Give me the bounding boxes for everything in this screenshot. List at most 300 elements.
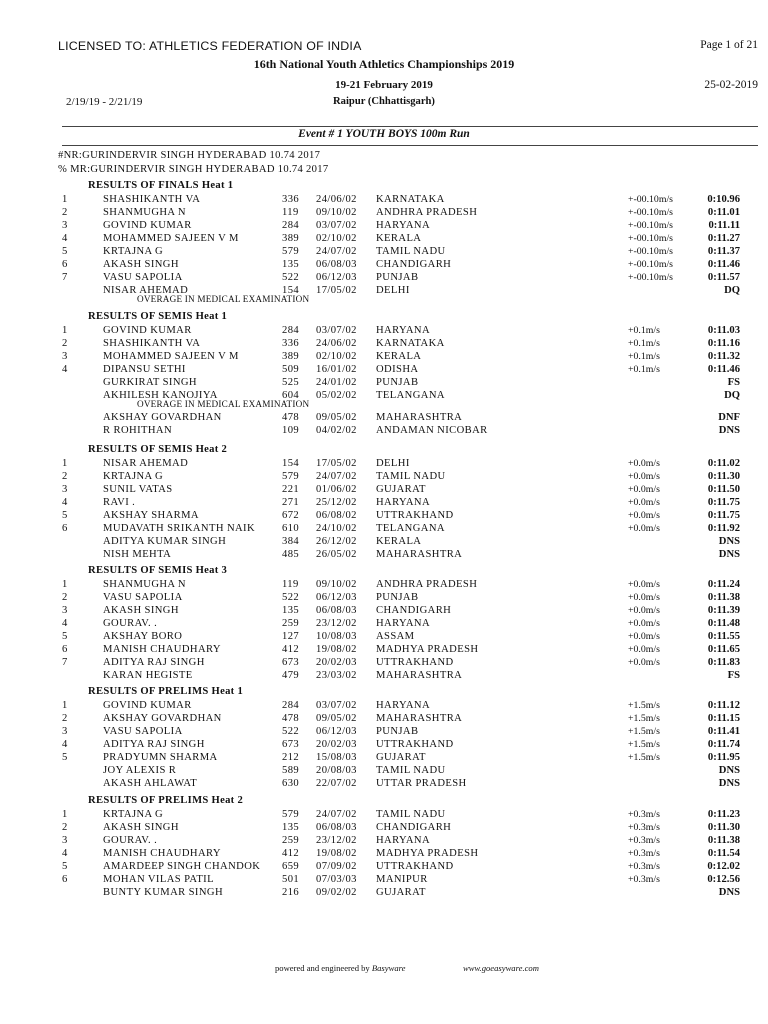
result-pos: 5 [62,245,68,257]
result-time: 0:12.56 [707,873,740,885]
result-row [0,509,768,522]
result-dob: 06/12/03 [316,591,357,603]
result-state: KERALA [376,350,422,362]
result-name: PRADYUMN SHARMA [103,751,218,763]
page-number: Page 1 of 21 [700,39,758,51]
result-pos: 2 [62,337,68,349]
result-bib: 271 [282,496,300,508]
result-name: VASU SAPOLIA [103,591,183,603]
result-time: 0:11.75 [707,509,740,521]
result-dob: 24/07/02 [316,245,357,257]
result-state: GUJARAT [376,886,426,898]
result-dob: 23/12/02 [316,617,357,629]
result-pos: 4 [62,363,68,375]
result-pos: 3 [62,219,68,231]
result-dob: 26/05/02 [316,548,357,560]
result-pos: 2 [62,712,68,724]
result-time: DNS [718,777,740,789]
result-name: NISAR AHEMAD [103,284,189,296]
result-state: UTTRAKHAND [376,738,454,750]
result-time: 0:11.46 [707,258,740,270]
result-wind: +0.1m/s [628,337,660,349]
result-bib: 135 [282,258,300,270]
result-wind: +-00.10m/s [628,232,673,244]
result-row [0,376,768,389]
result-dob: 04/02/02 [316,425,357,437]
result-state: UTTRAKHAND [376,509,454,521]
result-bib: 525 [282,376,300,388]
result-pos: 7 [62,271,68,283]
result-pos: 1 [62,579,68,590]
result-dob: 06/08/03 [316,604,357,616]
result-bib: 119 [282,579,299,590]
result-state: UTTRAKHAND [376,656,454,668]
result-state: MAHARASHTRA [376,548,463,560]
result-dob: 17/05/02 [316,284,357,296]
result-wind: +0.1m/s [628,325,660,336]
powered-prefix: powered and engineered by [275,963,372,973]
result-bib: 673 [282,738,300,750]
section-note: OVERAGE IN MEDICAL EXAMINATION [137,399,310,410]
result-pos: 2 [62,591,68,603]
result-time: 0:11.48 [707,617,740,629]
result-name: SHANMUGHA N [103,579,186,590]
result-row [0,483,768,496]
result-dob: 06/12/03 [316,725,357,737]
championship-title: 16th National Youth Athletics Championships 2019 [253,57,515,71]
result-row [0,206,768,219]
result-name: AKSHAY GOVARDHAN [103,712,222,724]
result-time: 0:11.37 [707,245,740,257]
result-dob: 26/12/02 [316,535,357,547]
result-row [0,470,768,483]
result-wind: +0.0m/s [628,591,660,603]
result-name: NISAR AHEMAD [103,458,189,469]
result-name: AKSHAY BORO [103,630,183,642]
result-bib: 579 [282,809,300,820]
result-bib: 389 [282,350,300,362]
result-bib: 579 [282,245,300,257]
result-time: DQ [724,389,740,401]
result-dob: 07/09/02 [316,860,357,872]
result-name: GOVIND KUMAR [103,700,192,711]
result-name: AKASH SINGH [103,258,179,270]
result-state: MAHARASHTRA [376,412,463,424]
result-state: HARYANA [376,496,431,508]
result-time: 0:11.55 [707,630,740,642]
result-dob: 09/05/02 [316,412,357,424]
section-title: RESULTS OF PRELIMS Heat 1 [88,686,244,697]
section-note: OVERAGE IN MEDICAL EXAMINATION [137,294,310,305]
result-bib: 604 [282,389,300,401]
result-time: 0:11.30 [707,821,740,833]
result-state: MAHARASHTRA [376,712,463,724]
result-state: KARNATAKA [376,194,445,205]
result-row [0,324,768,337]
result-name: NISH MEHTA [103,548,172,560]
result-wind: +0.3m/s [628,873,660,885]
result-time: 0:11.30 [707,470,740,482]
result-state: PUNJAB [376,376,419,388]
result-wind: +0.3m/s [628,809,660,820]
result-row [0,669,768,682]
result-state: DELHI [376,284,410,296]
result-name: GURKIRAT SINGH [103,376,197,388]
result-time: DNS [718,535,740,547]
result-dob: 06/08/03 [316,821,357,833]
result-time: 0:10.96 [707,194,740,205]
result-bib: 284 [282,219,300,231]
venue: Raipur (Chhattisgarh) [333,96,435,107]
result-dob: 15/08/03 [316,751,357,763]
result-time: 0:11.11 [708,219,740,231]
result-row [0,535,768,548]
result-time: 0:11.27 [707,232,740,244]
result-dob: 24/06/02 [316,194,357,205]
result-time: 0:11.65 [707,643,740,655]
result-state: ANDHRA PRADESH [376,579,478,590]
result-bib: 154 [282,458,300,469]
result-name: BUNTY KUMAR SINGH [103,886,223,898]
result-pos: 1 [62,325,68,336]
result-pos: 6 [62,522,68,534]
result-row [0,411,768,424]
result-name: MOHAN VILAS PATIL [103,873,214,885]
result-name: GOVIND KUMAR [103,219,192,231]
result-state: MANIPUR [376,873,428,885]
result-name: ADITYA KUMAR SINGH [103,535,227,547]
result-dob: 03/07/02 [316,219,357,231]
result-wind: +0.0m/s [628,470,660,482]
result-name: SHANMUGHA N [103,206,186,218]
result-bib: 478 [282,412,300,424]
result-state: DELHI [376,458,410,469]
result-wind: +0.3m/s [628,860,660,872]
result-state: KARNATAKA [376,337,445,349]
result-bib: 336 [282,194,300,205]
result-name: AKASH SINGH [103,604,179,616]
result-pos: 2 [62,206,68,218]
section-title: RESULTS OF PRELIMS Heat 2 [88,795,244,806]
result-bib: 522 [282,725,300,737]
result-time: 0:11.24 [707,579,740,590]
result-pos: 7 [62,656,68,668]
result-name: KARAN HEGISTE [103,669,193,681]
result-bib: 412 [282,643,300,655]
national-record: #NR:GURINDERVIR SINGH HYDERABAD 10.74 2017 [58,150,321,161]
result-pos: 4 [62,496,68,508]
result-pos: 3 [62,834,68,846]
result-time: 0:11.57 [707,271,740,283]
result-name: RAVI . [103,496,136,508]
result-state: TELANGANA [376,389,445,401]
result-dob: 02/10/02 [316,232,357,244]
result-bib: 522 [282,271,300,283]
result-wind: +0.0m/s [628,656,660,668]
result-wind: +0.3m/s [628,834,660,846]
result-dob: 06/08/02 [316,509,357,521]
result-time: DNS [718,425,740,437]
result-pos: 3 [62,604,68,616]
result-time: 0:11.02 [707,458,740,469]
result-name: DIPANSU SETHI [103,363,186,375]
result-state: TAMIL NADU [376,470,446,482]
result-time: 0:11.03 [707,325,740,336]
result-dob: 20/02/03 [316,656,357,668]
result-time: FS [727,376,740,388]
result-time: 0:11.39 [707,604,740,616]
section-title: RESULTS OF SEMIS Heat 3 [88,565,228,576]
result-wind: +0.1m/s [628,350,660,362]
result-wind: +0.0m/s [628,509,660,521]
result-wind: +1.5m/s [628,712,660,724]
result-row [0,604,768,617]
result-row [0,389,768,402]
result-row [0,777,768,790]
result-state: GUJARAT [376,751,426,763]
result-dob: 24/07/02 [316,470,357,482]
result-name: SHASHIKANTH VA [103,337,201,349]
result-row [0,725,768,738]
result-pos: 6 [62,873,68,885]
result-row [0,258,768,271]
result-name: AKASH AHLAWAT [103,777,198,789]
result-bib: 259 [282,834,300,846]
result-time: 0:11.01 [707,206,740,218]
result-state: MADHYA PRADESH [376,643,479,655]
result-state: UTTAR PRADESH [376,777,467,789]
result-name: GOVIND KUMAR [103,325,192,336]
result-state: CHANDIGARH [376,604,452,616]
result-dob: 24/06/02 [316,337,357,349]
result-row [0,284,768,297]
result-wind: +0.0m/s [628,458,660,469]
meet-record: % MR:GURINDERVIR SINGH HYDERABAD 10.74 2017 [58,164,329,175]
license-text: LICENSED TO: ATHLETICS FEDERATION OF INDIA [58,39,362,53]
result-state: PUNJAB [376,725,419,737]
result-dob: 06/12/03 [316,271,357,283]
result-state: ANDAMAN NICOBAR [376,425,488,437]
result-pos: 5 [62,630,68,642]
result-wind: +0.3m/s [628,821,660,833]
result-name: MANISH CHAUDHARY [103,643,221,655]
result-bib: 127 [282,630,300,642]
result-time: 0:11.83 [707,656,740,668]
result-time: DQ [724,284,740,296]
section-title: RESULTS OF SEMIS Heat 2 [88,444,228,455]
result-bib: 135 [282,604,300,616]
result-state: HARYANA [376,325,431,336]
result-bib: 119 [282,206,299,218]
print-date: 25-02-2019 [704,79,758,91]
brand-name: Basyware [371,963,406,973]
result-row [0,630,768,643]
result-state: GUJARAT [376,483,426,495]
result-state: ODISHA [376,363,419,375]
result-state: KERALA [376,535,422,547]
result-name: MOHAMMED SAJEEN V M [103,232,239,244]
result-pos: 5 [62,509,68,521]
result-bib: 579 [282,470,300,482]
result-pos: 4 [62,617,68,629]
result-row [0,424,768,437]
result-wind: +0.0m/s [628,579,660,590]
result-dob: 03/07/02 [316,325,357,336]
result-name: AKASH SINGH [103,821,179,833]
result-name: ADITYA RAJ SINGH [103,656,205,668]
result-bib: 109 [282,425,300,437]
result-pos: 5 [62,860,68,872]
result-pos: 3 [62,725,68,737]
section-title: RESULTS OF SEMIS Heat 1 [88,311,228,322]
result-wind: +-00.10m/s [628,219,673,231]
result-bib: 412 [282,847,300,859]
result-pos: 4 [62,738,68,750]
result-state: HARYANA [376,834,431,846]
result-dob: 02/10/02 [316,350,357,362]
result-row [0,219,768,232]
result-dob: 16/01/02 [316,363,357,375]
result-state: HARYANA [376,700,431,711]
result-row [0,860,768,873]
result-state: ASSAM [376,630,415,642]
result-time: DNS [718,548,740,560]
result-bib: 259 [282,617,300,629]
result-name: SHASHIKANTH VA [103,194,201,205]
result-dob: 09/10/02 [316,206,357,218]
result-dob: 19/08/02 [316,643,357,655]
result-row [0,764,768,777]
result-name: GOURAV. . [103,834,158,846]
result-state: MAHARASHTRA [376,669,463,681]
result-time: DNS [718,886,740,898]
result-state: PUNJAB [376,591,419,603]
result-pos: 1 [62,700,68,711]
result-dob: 09/10/02 [316,579,357,590]
result-wind: +0.0m/s [628,617,660,629]
result-state: TAMIL NADU [376,764,446,776]
result-time: 0:11.50 [707,483,740,495]
result-row [0,656,768,669]
result-dob: 23/03/02 [316,669,357,681]
result-time: 0:12.02 [707,860,740,872]
result-pos: 4 [62,847,68,859]
powered-by [275,963,405,973]
result-time: DNS [718,764,740,776]
result-dob: 23/12/02 [316,834,357,846]
result-row [0,457,768,470]
result-wind: +-00.10m/s [628,206,673,218]
section-title: RESULTS OF FINALS Heat 1 [88,180,234,191]
result-bib: 610 [282,522,300,534]
result-dob: 24/01/02 [316,376,357,388]
result-name: MUDAVATH SRIKANTH NAIK [103,522,256,534]
result-dob: 10/08/03 [316,630,357,642]
result-bib: 485 [282,548,300,560]
result-state: HARYANA [376,617,431,629]
result-bib: 216 [282,886,300,898]
event-rule-bottom [62,145,758,146]
result-name: AKSHAY SHARMA [103,509,199,521]
result-name: GOURAV. . [103,617,158,629]
result-pos: 1 [62,458,68,469]
result-time: 0:11.95 [707,751,740,763]
result-state: CHANDIGARH [376,258,452,270]
result-name: KRTAJNA G [103,245,164,257]
result-row [0,578,768,591]
result-dob: 19/08/02 [316,847,357,859]
result-name: AMARDEEP SINGH CHANDOK [103,860,261,872]
result-dob: 25/12/02 [316,496,357,508]
result-pos: 1 [62,809,68,820]
event-rule-top [62,126,758,127]
result-name: SUNIL VATAS [103,483,173,495]
result-wind: +0.3m/s [628,847,660,859]
result-state: KERALA [376,232,422,244]
result-row [0,337,768,350]
result-time: FS [727,669,740,681]
result-dob: 03/07/02 [316,700,357,711]
result-time: 0:11.15 [707,712,740,724]
result-time: 0:11.32 [707,350,740,362]
result-name: KRTAJNA G [103,809,164,820]
result-state: MADHYA PRADESH [376,847,479,859]
result-bib: 479 [282,669,300,681]
result-state: TAMIL NADU [376,809,446,820]
result-wind: +0.0m/s [628,496,660,508]
result-wind: +1.5m/s [628,751,660,763]
result-dob: 06/08/03 [316,258,357,270]
result-row [0,591,768,604]
result-wind: +-00.10m/s [628,245,673,257]
result-time: 0:11.92 [707,522,740,534]
result-state: TAMIL NADU [376,245,446,257]
date-range: 2/19/19 - 2/21/19 [66,96,143,108]
result-time: 0:11.46 [707,363,740,375]
result-dob: 17/05/02 [316,458,357,469]
result-bib: 135 [282,821,300,833]
result-name: JOY ALEXIS R [103,764,177,776]
result-wind: +0.0m/s [628,604,660,616]
result-row [0,496,768,509]
result-row [0,751,768,764]
result-pos: 3 [62,350,68,362]
event-title: Event # 1 YOUTH BOYS 100m Run [298,128,470,140]
result-row [0,193,768,206]
result-name: VASU SAPOLIA [103,271,183,283]
result-bib: 284 [282,700,300,711]
result-name: MOHAMMED SAJEEN V M [103,350,239,362]
result-dob: 24/07/02 [316,809,357,820]
result-dob: 09/02/02 [316,886,357,898]
result-row [0,363,768,376]
result-state: UTTRAKHAND [376,860,454,872]
result-time: 0:11.74 [707,738,740,750]
result-name: VASU SAPOLIA [103,725,183,737]
result-row [0,834,768,847]
result-row [0,873,768,886]
result-time: 0:11.23 [707,809,740,820]
result-bib: 384 [282,535,300,547]
result-pos: 1 [62,194,68,205]
result-time: 0:11.41 [707,725,740,737]
result-state: PUNJAB [376,271,419,283]
result-bib: 284 [282,325,300,336]
result-time: DNF [718,412,740,424]
result-pos: 2 [62,821,68,833]
result-bib: 509 [282,363,300,375]
result-wind: +0.0m/s [628,522,660,534]
